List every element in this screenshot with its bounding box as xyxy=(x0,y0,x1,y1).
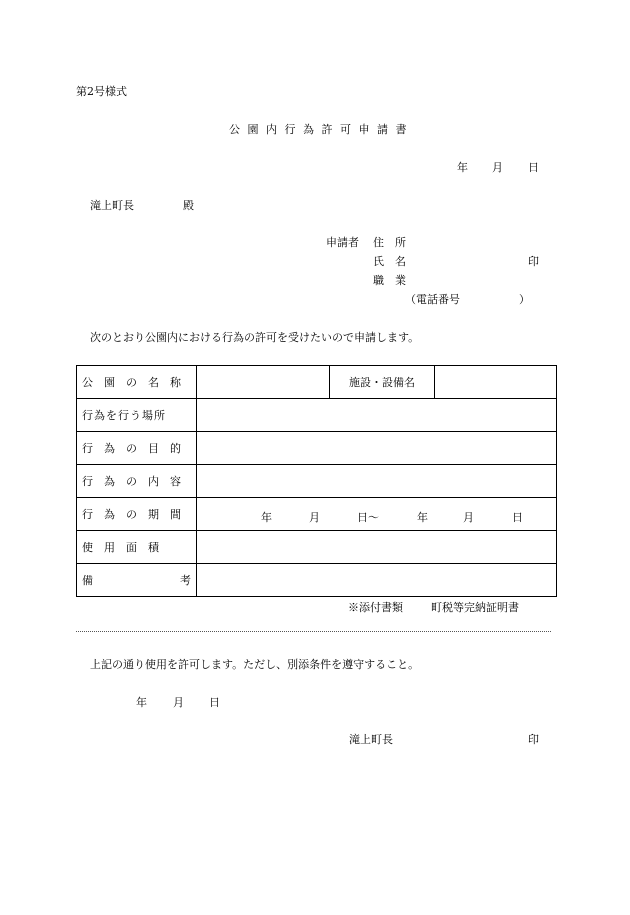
remarks-label: 備 考 xyxy=(77,564,197,597)
content-label: 行 為 の 内 容 xyxy=(77,465,197,498)
applicant-occupation-label: 職 業 xyxy=(373,274,406,287)
place-label: 行為を行う場所 xyxy=(77,399,197,432)
approval-date-year: 年 xyxy=(136,696,147,709)
table-row xyxy=(77,399,557,432)
remarks-cell[interactable] xyxy=(197,564,557,597)
attachment-value: 町税等完納証明書 xyxy=(431,601,519,614)
applicant-address-label: 住 所 xyxy=(373,236,406,249)
park-name-cell[interactable] xyxy=(197,366,330,399)
table-row xyxy=(77,432,557,465)
addressee-name: 滝上町長 xyxy=(90,199,134,212)
period-start-day: 日～ xyxy=(357,511,379,524)
application-table xyxy=(76,365,557,597)
approval-date-day: 日 xyxy=(209,696,220,709)
applicant-phone-open: （電話番号 xyxy=(405,293,460,306)
period-label: 行 為 の 期 間 xyxy=(77,498,197,531)
date-month: 月 xyxy=(492,161,503,174)
purpose-label: 行 為 の 目 的 xyxy=(77,432,197,465)
applicant-seal: 印 xyxy=(528,255,539,268)
period-cell[interactable] xyxy=(197,498,557,531)
table-row xyxy=(77,465,557,498)
cut-line xyxy=(76,631,551,632)
addressee-honorific: 殿 xyxy=(183,199,194,212)
date-year: 年 xyxy=(457,161,468,174)
applicant-name-label: 氏 名 xyxy=(373,255,406,268)
table-row xyxy=(77,564,557,597)
issuer-name: 滝上町長 xyxy=(349,733,393,746)
attachment-label: ※添付書類 xyxy=(348,601,403,614)
form-number: 第2号様式 xyxy=(76,85,127,98)
facility-cell[interactable] xyxy=(435,366,557,399)
issuer-seal: 印 xyxy=(528,733,539,746)
area-label: 使 用 面 積 xyxy=(77,531,197,564)
intro-text: 次のとおり公園内における行為の許可を受けたいので申請します。 xyxy=(90,331,420,344)
table-row xyxy=(77,366,557,399)
period-start-month: 月 xyxy=(309,511,320,524)
period-end-month: 月 xyxy=(463,511,474,524)
table-row xyxy=(77,531,557,564)
approval-date-month: 月 xyxy=(173,696,184,709)
period-end-year: 年 xyxy=(417,511,428,524)
form-title: 公 園 内 行 為 許 可 申 請 書 xyxy=(229,123,409,136)
purpose-cell[interactable] xyxy=(197,432,557,465)
approval-text: 上記の通り使用を許可します。ただし、別添条件を遵守すること。 xyxy=(90,658,420,671)
facility-label: 施設・設備名 xyxy=(330,366,435,399)
content-cell[interactable] xyxy=(197,465,557,498)
period-start-year: 年 xyxy=(261,511,272,524)
date-day: 日 xyxy=(528,161,539,174)
table-row xyxy=(77,498,557,531)
period-end-day: 日 xyxy=(512,511,523,524)
area-cell[interactable] xyxy=(197,531,557,564)
applicant-role: 申請者 xyxy=(326,236,359,249)
park-name-label: 公 園 の 名 称 xyxy=(77,366,197,399)
applicant-phone-close: ） xyxy=(519,293,530,306)
place-cell[interactable] xyxy=(197,399,557,432)
